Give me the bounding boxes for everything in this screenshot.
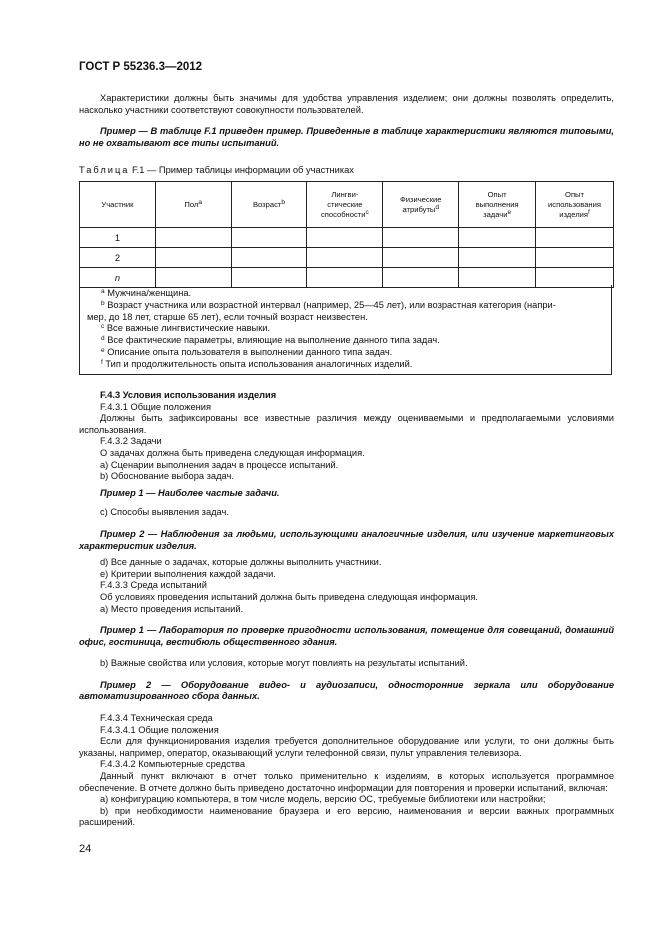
- table-cell: [383, 228, 459, 248]
- table-cell: [536, 248, 614, 268]
- subsection-heading: F.4.3.3 Среда испытаний: [100, 580, 207, 591]
- footnote-a: $^a$ Мужчина/женщина.: [101, 288, 192, 298]
- table-cell: [155, 228, 231, 248]
- document-code: ГОСТ Р 55236.3—2012: [79, 61, 203, 73]
- table-footnotes: [79, 285, 612, 375]
- intro-block: [79, 93, 614, 149]
- list-item: d) Все данные о задачах, которые должны выполнить участники.: [100, 557, 382, 568]
- list-item: а) Место проведения испытаний.: [100, 603, 244, 614]
- table-cell: [307, 228, 383, 248]
- table-row: [80, 248, 614, 268]
- table-caption: [79, 165, 354, 175]
- list-item: е) Критерии выполнения каждой задачи.: [100, 568, 276, 579]
- header-participant: Участник: [80, 182, 156, 228]
- table-header-row: [80, 182, 614, 228]
- row-label: 2: [80, 248, 156, 268]
- footnote-c: $^c$ Все важные лингвистические навыки.: [101, 323, 271, 334]
- subsection-heading: F.4.3.4.2 Компьютерные средства: [100, 759, 246, 770]
- footnote-e: $^e$ Описание опыта пользователя в выполнении данного типа задач.: [101, 346, 393, 357]
- example-paragraph: Пример 2 — Оборудование видео- и аудиозаписи, односторонние зеркала или оборудование автоматизированного сбора данных.: [79, 679, 614, 702]
- body-paragraph: Должны быть зафиксированы все известные различия между оцениваемыми и предполагаемыми условиями использования.: [79, 413, 614, 435]
- table-cell: [459, 248, 536, 268]
- footnote-f: $^f$ Тип и продолжительность опыта использования аналогичных изделий.: [101, 358, 413, 369]
- list-item: b) Важные свойства или условия, которые могут повлиять на результаты испытаний.: [100, 658, 468, 669]
- subsection-heading: F.4.3.1 Общие положения: [100, 401, 211, 412]
- list-item: а) конфигурацию компьютера, в том числе модель, версию ОС, требуемые библиотеки или настройки;: [100, 794, 546, 805]
- table-cell: [155, 248, 231, 268]
- header-product-experience: Опыт использования изделия$^f$: [536, 182, 614, 228]
- list-item: а) Сценарии выполнения задач в процессе испытаний.: [100, 459, 339, 470]
- page-number: 24: [79, 843, 92, 855]
- row-label: n: [80, 268, 156, 288]
- footnote-b: $^b$ Возраст участника или возрастной интервал (например, 25—45 лет), или возрастная категория (напри-: [101, 299, 556, 310]
- list-item: b) при необходимости наименование браузера и его версию, наименования и версии важных программных расширений.: [79, 805, 614, 828]
- intro-example: Пример — В таблице F.1 приведен пример. Приведенные в таблице характеристики являются типовыми, но не охватывают все типы испытаний.: [79, 126, 614, 148]
- table-row: [80, 228, 614, 248]
- example-paragraph: Пример 1 — Наиболее частые задачи.: [100, 487, 280, 498]
- row-label: 1: [80, 228, 156, 248]
- section-heading: F.4.3 Условия использования изделия: [100, 390, 277, 400]
- header-task-experience: Опыт выполнения задачи$^e$: [459, 182, 536, 228]
- subsection-heading: F.4.3.4 Техническая среда: [100, 713, 213, 724]
- header-physical: Физические атрибуты$^d$: [383, 182, 459, 228]
- example-paragraph: Пример 2 — Наблюдения за людьми, использующими аналогичные изделия, или изучение маркетинговых характеристик изделия.: [79, 528, 614, 551]
- table-cell: [536, 228, 614, 248]
- participants-table: [79, 181, 614, 288]
- list-item: c) Способы выявления задач.: [100, 507, 229, 518]
- body-paragraph: Если для функционирования изделия требуется дополнительное оборудование или услуги, то они должны быть указаны, например, оператор, оказывающий услуги телефонной связи, пульт управления телевизора.: [79, 736, 614, 758]
- body-paragraph: Данный пункт включают в отчет только применительно к изделиям, в которых используется программное обеспечение. В отчете должно быть приведено достаточно информации для повторения и проверки испытаний, включая:: [79, 771, 614, 793]
- table-cell: [231, 248, 307, 268]
- header-age: Возраст$^b$: [231, 182, 307, 228]
- table-cell: [459, 228, 536, 248]
- header-linguistic: Лингви- стические способности$^c$: [307, 182, 383, 228]
- footnote-b-continued: мер, до 18 лет, старше 65 лет), если точный возраст неизвестен.: [87, 311, 368, 322]
- table-cell: [231, 228, 307, 248]
- list-item: b) Обоснование выбора задач.: [100, 471, 234, 482]
- intro-paragraph: Характеристики должны быть значимы для удобства управления изделием; они должны позволять определить, насколько участники соответствуют совокупности пользователей.: [79, 93, 614, 115]
- body-paragraph: О задачах должна быть приведена следующая информация.: [100, 447, 365, 458]
- table-caption-text: F.1 — Пример таблицы информации об участниках: [129, 165, 354, 175]
- body-paragraph: Об условиях проведения испытаний должна быть приведена следующая информация.: [100, 591, 478, 602]
- section-f43: [79, 390, 614, 829]
- table-cell: [307, 248, 383, 268]
- subsection-heading: F.4.3.4.1 Общие положения: [100, 724, 219, 735]
- subsection-heading: F.4.3.2 Задачи: [100, 436, 162, 447]
- table-caption-prefix: Таблица: [79, 165, 130, 175]
- footnote-d: $^d$ Все фактические параметры, влияющие на выполнение данного типа задач.: [101, 335, 440, 346]
- header-sex: Пол$^a$: [155, 182, 231, 228]
- example-paragraph: Пример 1 — Лаборатория по проверке пригодности использования, помещение для совещаний, домашний офис, гостиница, вестибюль общественного здания.: [79, 625, 614, 647]
- table-cell: [383, 248, 459, 268]
